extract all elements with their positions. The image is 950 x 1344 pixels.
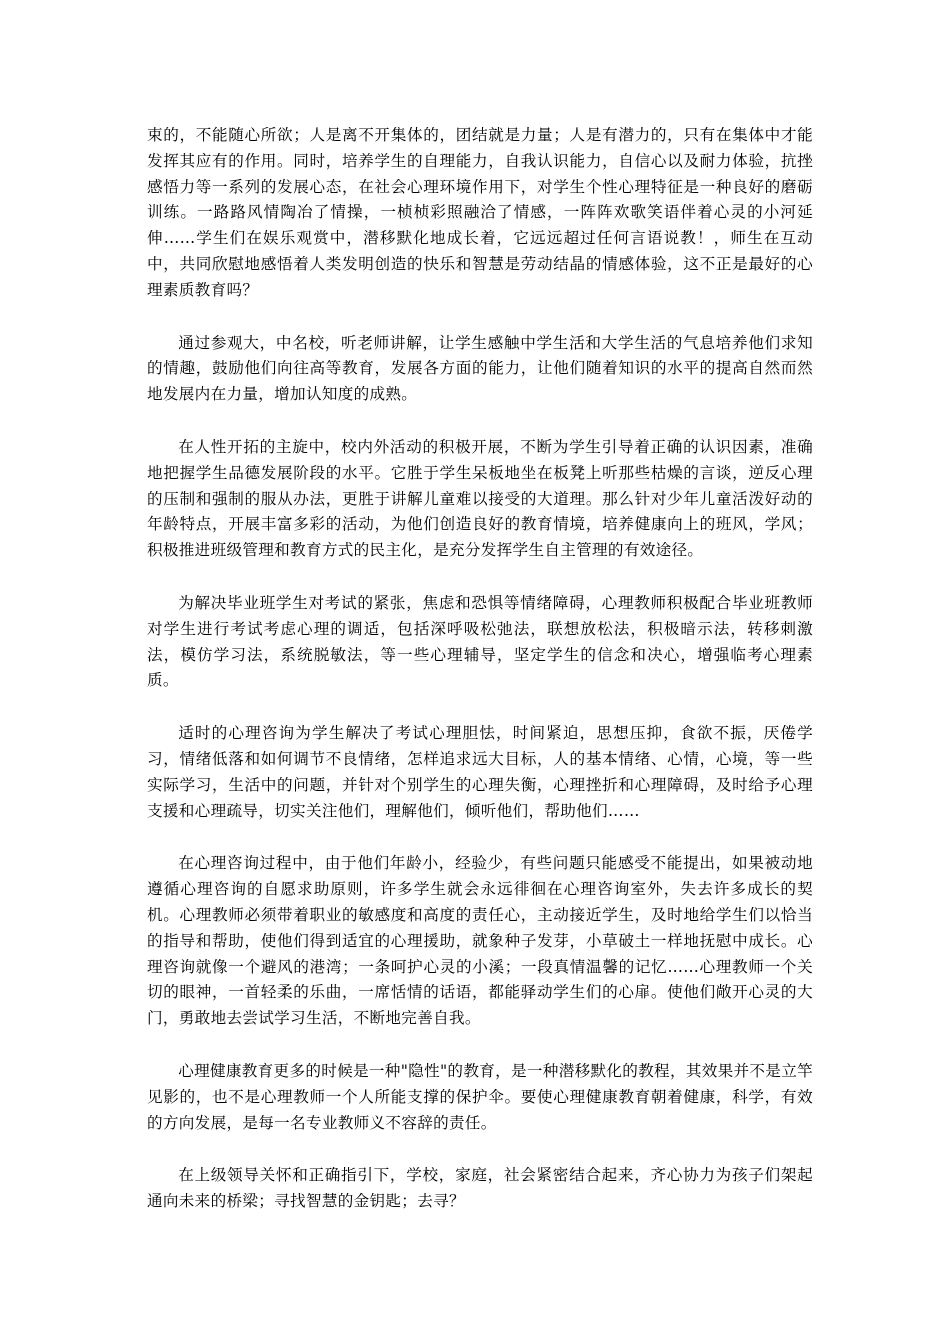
paragraph-3: 在人性开拓的主旋中，校内外活动的积极开展，不断为学生引导着正确的认识因素，准确地把握学生品德发展阶段的水平。它胜于学生呆板地坐在板凳上听那些枯燥的言谈，逆反心理的压制和强制的服从办法，更胜于讲解儿童难以接受的大道理。那么针对少年儿童活泼好动的年龄特点，开展丰富多彩的活动，为他们创造良好的教育情境，培养健康向上的班风，学风；积极推进班级管理和教育方式的民主化，是充分发挥学生自主管理的有效途径。: [147, 437, 813, 560]
paragraph-2: 通过参观大，中名校，听老师讲解，让学生感触中学生活和大学生活的气息培养他们求知的情趣，鼓励他们向往高等教育，发展各方面的能力，让他们随着知识的水平的提高自然而然地发展内在力量，增加认知度的成熟。: [147, 333, 813, 404]
document-body: [147, 123, 813, 1242]
paragraph-6: 在心理咨询过程中，由于他们年龄小，经验少，有些问题只能感受不能提出，如果被动地遵循心理咨询的自愿求助原则，许多学生就会永远徘徊在心理咨询室外，失去许多成长的契机。心理教师必须带着职业的敏感度和高度的责任心，主动接近学生，及时地给学生们以恰当的指导和帮助，使他们得到适宜的心理援助，就象种子发芽，小草破土一样地抚慰中成长。心理咨询就像一个避风的港湾；一条呵护心灵的小溪；一段真情温馨的记忆……心理教师一个关切的眼神，一首轻柔的乐曲，一席恬情的话语，都能驿动学生们的心扉。使他们敞开心灵的大门，勇敢地去尝试学习生活，不断地完善自我。: [147, 854, 813, 1028]
paragraph-7: 心理健康教育更多的时候是一种"隐性"的教育，是一种潜移默化的教程，其效果并不是立竿见影的，也不是心理教师一个人所能支撑的保护伞。要使心理健康教育朝着健康，科学，有效的方向发展，是每一名专业教师义不容辞的责任。: [147, 1061, 813, 1132]
paragraph-5: 适时的心理咨询为学生解决了考试心理胆怯，时间紧迫，思想压抑，食欲不振，厌倦学习，情绪低落和如何调节不良情绪，怎样追求远大目标，人的基本情绪、心情，心境，等一些实际学习，生活中的问题，并针对个别学生的心理失衡，心理挫折和心理障碍，及时给予心理支援和心理疏导，切实关注他们，理解他们，倾听他们，帮助他们……: [147, 724, 813, 820]
paragraph-4: 为解决毕业班学生对考试的紧张，焦虑和恐惧等情绪障碍，心理教师积极配合毕业班教师对学生进行考试考虑心理的调适，包括深呼吸松弛法，联想放松法，积极暗示法，转移刺激法，模仿学习法，系统脱敏法，等一些心理辅导，坚定学生的信念和决心，增强临考心理素质。: [147, 593, 813, 690]
paragraph-1: 束的，不能随心所欲；人是离不开集体的，团结就是力量；人是有潜力的，只有在集体中才能发挥其应有的作用。同时，培养学生的自理能力，自我认识能力，自信心以及耐力体验，抗挫感悟力等一系列的发展心态，在社会心理环境作用下，对学生个性心理特征是一种良好的磨砺训练。一路路风情陶冶了情操，一桢桢彩照融洽了情感，一阵阵欢歌笑语伴着心灵的小河延伸……学生们在娱乐观赏中，潜移默化地成长着，它远远超过任何言语说教！，师生在互动中，共同欣慰地感悟着人类发明创造的快乐和智慧是劳动结晶的情感体验，这不正是最好的心理素质教育吗？: [147, 126, 813, 299]
paragraph-8: 在上级领导关怀和正确指引下，学校，家庭，社会紧密结合起来，齐心协力为孩子们架起通向未来的桥梁；寻找智慧的金钥匙；去寻？: [147, 1166, 813, 1211]
